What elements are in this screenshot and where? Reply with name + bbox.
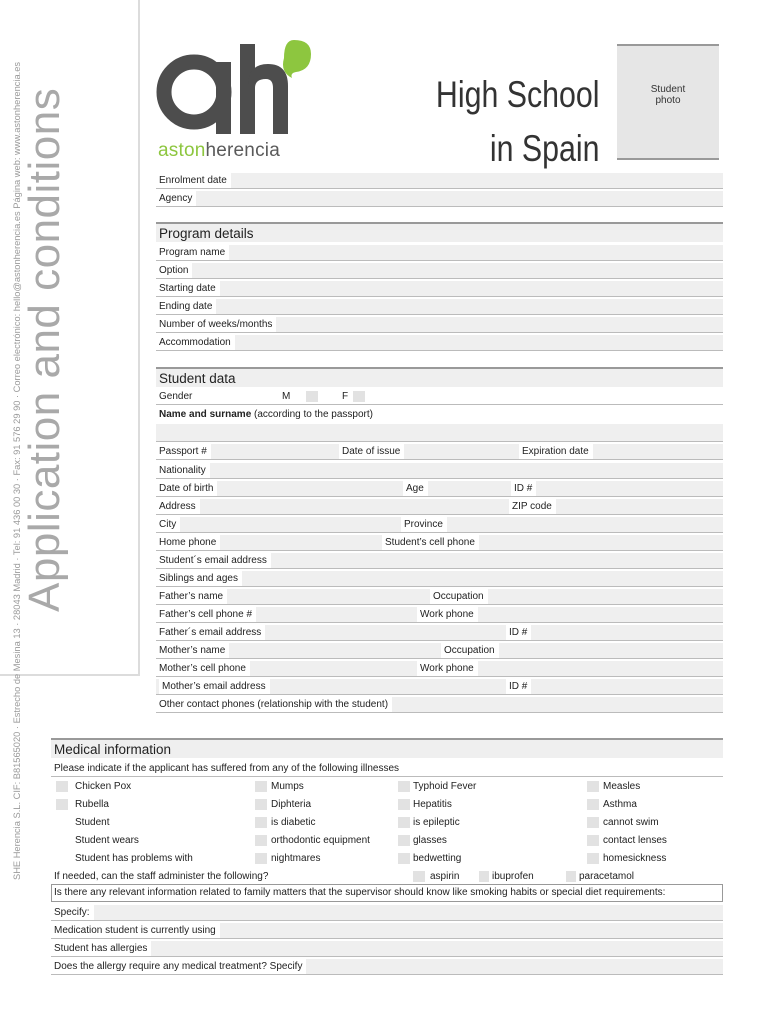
father-work-phone-label: Work phone — [417, 607, 478, 622]
aspirin-label: aspirin — [427, 869, 463, 884]
accommodation-field[interactable] — [156, 335, 723, 351]
field-label: Father’s name — [156, 589, 227, 604]
vertical-title: Application and conditions — [20, 87, 69, 612]
illness-label: contact lenses — [603, 835, 667, 846]
page-title — [436, 68, 600, 176]
passport-row[interactable] — [156, 444, 723, 460]
illness-label: bedwetting — [413, 853, 462, 864]
illness-label: is diabetic — [271, 817, 316, 828]
illness-checkbox[interactable] — [255, 781, 267, 792]
father-occupation-label: Occupation — [430, 589, 488, 604]
title-line-1: High School — [436, 74, 600, 115]
photo-label-1: Student — [650, 84, 686, 95]
illness-checkbox[interactable] — [398, 835, 410, 846]
illness-checkbox[interactable] — [398, 781, 410, 792]
phone-row[interactable] — [156, 535, 723, 551]
father-name-row[interactable] — [156, 589, 723, 605]
illness-label: Student has problems with — [75, 853, 193, 864]
brand-part-aston: aston — [158, 140, 206, 161]
age-label: Age — [403, 481, 428, 496]
starting-date-field[interactable] — [156, 281, 723, 297]
administer-row — [51, 869, 723, 884]
zip-label: ZIP code — [509, 499, 556, 514]
field-label: Home phone — [156, 535, 220, 550]
paracetamol-label: paracetamol — [576, 869, 638, 884]
name-surname-input[interactable] — [156, 424, 723, 442]
medication-field[interactable] — [51, 923, 723, 939]
field-label: Mother’s email address — [159, 679, 270, 694]
date-of-issue-label: Date of issue — [339, 444, 404, 459]
student-photo-box[interactable] — [617, 44, 719, 160]
field-label: Passport # — [156, 444, 211, 459]
field-label: Agency — [156, 191, 196, 206]
field-label: Number of weeks/months — [156, 317, 276, 332]
illness-label: Student — [75, 817, 110, 828]
illness-label: Chicken Pox — [75, 781, 132, 792]
field-label: Siblings and ages — [156, 571, 242, 586]
other-phones-field[interactable] — [156, 697, 723, 713]
gender-m-checkbox[interactable] — [306, 391, 318, 402]
program-name-field[interactable] — [156, 245, 723, 261]
field-label: Specify: — [51, 905, 94, 920]
mother-id-label: ID # — [506, 679, 531, 694]
brand-wordmark — [158, 140, 280, 162]
agency-field[interactable] — [156, 191, 723, 207]
illness-label: glasses — [413, 835, 447, 846]
medical-intro — [51, 761, 723, 777]
illness-checkbox[interactable] — [587, 835, 599, 846]
illness-checkbox[interactable] — [255, 835, 267, 846]
address-row[interactable] — [156, 499, 723, 515]
illness-label: nightmares — [271, 853, 321, 864]
illness-checkbox[interactable] — [587, 817, 599, 828]
illness-checkbox[interactable] — [587, 781, 599, 792]
administer-question: If needed, can the staff administer the following? — [51, 869, 272, 884]
field-label: Enrolment date — [156, 173, 231, 188]
medical-intro-text: Please indicate if the applicant has suffered from any of the following illnesses — [51, 761, 403, 776]
gender-m-label: M — [279, 389, 294, 404]
illness-checkbox[interactable] — [255, 799, 267, 810]
mother-work-phone-label: Work phone — [417, 661, 478, 676]
illness-checkbox[interactable] — [255, 853, 267, 864]
illness-label: Student wears — [75, 835, 139, 846]
illness-checkbox[interactable] — [56, 781, 68, 792]
field-label: Option — [156, 263, 192, 278]
nationality-field[interactable] — [156, 463, 723, 479]
field-label: Mother’s name — [156, 643, 229, 658]
field-label — [156, 407, 377, 422]
relevant-info-question: Is there any relevant information related to family matters that the supervisor should know like smoking habits or special diet requirements: — [51, 884, 723, 902]
siblings-field[interactable] — [156, 571, 723, 587]
name-note: (according to the passport) — [251, 409, 373, 420]
illness-label: Hepatitis — [413, 799, 452, 810]
gender-f-checkbox[interactable] — [353, 391, 365, 402]
company-contact-line: SHE Herencia S.L. CIF: B81565020 · Estrecho de Mesina 13 · 28043 Madrid · Tel: 91 436 00 30 · Fax: 91 576 29 90 · Correo electrónico: hello@astonherencia.es Página web: www.astonherencia.es — [12, 61, 22, 880]
field-label: Student´s email address — [156, 553, 271, 568]
illness-label: Mumps — [271, 781, 304, 792]
section-program-details: Program details — [156, 222, 723, 242]
id-label: ID # — [511, 481, 536, 496]
photo-label-2: photo — [655, 95, 681, 106]
brand-part-herencia: herencia — [205, 140, 280, 161]
title-line-2: in Spain — [490, 128, 600, 169]
illness-checkbox[interactable] — [398, 817, 410, 828]
illness-label: Diphteria — [271, 799, 312, 810]
illness-label: homesickness — [603, 853, 667, 864]
illness-checkbox[interactable] — [398, 853, 410, 864]
city-row[interactable] — [156, 517, 723, 533]
field-label: Father’s cell phone # — [156, 607, 256, 622]
illness-label: Asthma — [603, 799, 637, 810]
section-medical-information: Medical information — [51, 738, 723, 758]
gender-f-label: F — [339, 389, 352, 404]
student-email-field[interactable] — [156, 553, 723, 569]
illness-checkbox[interactable] — [587, 799, 599, 810]
section-student-data: Student data — [156, 367, 723, 387]
field-label: Date of birth — [156, 481, 217, 496]
allergy-treatment-field[interactable] — [51, 959, 723, 975]
illness-label: cannot swim — [603, 817, 659, 828]
expiration-date-label: Expiration date — [519, 444, 593, 459]
student-cell-label: Student’s cell phone — [382, 535, 479, 550]
ibuprofen-label: ibuprofen — [489, 869, 538, 884]
field-label: Ending date — [156, 299, 216, 314]
specify-field[interactable] — [51, 905, 723, 921]
province-label: Province — [401, 517, 447, 532]
field-label: Gender — [156, 389, 196, 404]
illness-label: Typhoid Fever — [413, 781, 477, 792]
enrolment-date-field[interactable] — [156, 173, 723, 189]
illness-label: orthodontic equipment — [271, 835, 370, 846]
field-label: Accommodation — [156, 335, 235, 350]
weeks-months-field[interactable] — [156, 317, 723, 333]
field-label: Program name — [156, 245, 229, 260]
field-label: City — [156, 517, 180, 532]
aspirin-checkbox[interactable] — [413, 871, 425, 882]
illness-label: Rubella — [75, 799, 109, 810]
field-label: Nationality — [156, 463, 210, 478]
field-label: Student has allergies — [51, 941, 151, 956]
illness-checkbox[interactable] — [255, 817, 267, 828]
gender-field — [156, 389, 723, 405]
name-heading — [156, 407, 723, 422]
field-label: Father´s email address — [156, 625, 265, 640]
father-email-row[interactable] — [156, 625, 723, 641]
field-label: Address — [156, 499, 200, 514]
name-bold-label: Name and surname — [159, 409, 252, 420]
field-label: Mother’s cell phone — [156, 661, 250, 676]
ending-date-field[interactable] — [156, 299, 723, 315]
option-field[interactable] — [156, 263, 723, 279]
illness-checkbox[interactable] — [587, 853, 599, 864]
mother-email-row[interactable] — [156, 679, 723, 695]
dob-row[interactable] — [156, 481, 723, 497]
field-label: Medication student is currently using — [51, 923, 220, 938]
field-label: Does the allergy require any medical treatment? Specify — [51, 959, 306, 974]
illness-checkbox[interactable] — [56, 799, 68, 810]
company-logo — [156, 36, 316, 136]
father-id-label: ID # — [506, 625, 531, 640]
illness-label: Measles — [603, 781, 641, 792]
mother-occupation-label: Occupation — [441, 643, 499, 658]
mother-name-row[interactable] — [156, 643, 723, 659]
mother-cell-row[interactable] — [156, 661, 723, 677]
field-label: Other contact phones (relationship with the student) — [156, 697, 392, 712]
allergies-field[interactable] — [51, 941, 723, 957]
field-label: Starting date — [156, 281, 220, 296]
illness-checkbox[interactable] — [398, 799, 410, 810]
illness-label: is epileptic — [413, 817, 460, 828]
father-cell-row[interactable] — [156, 607, 723, 623]
